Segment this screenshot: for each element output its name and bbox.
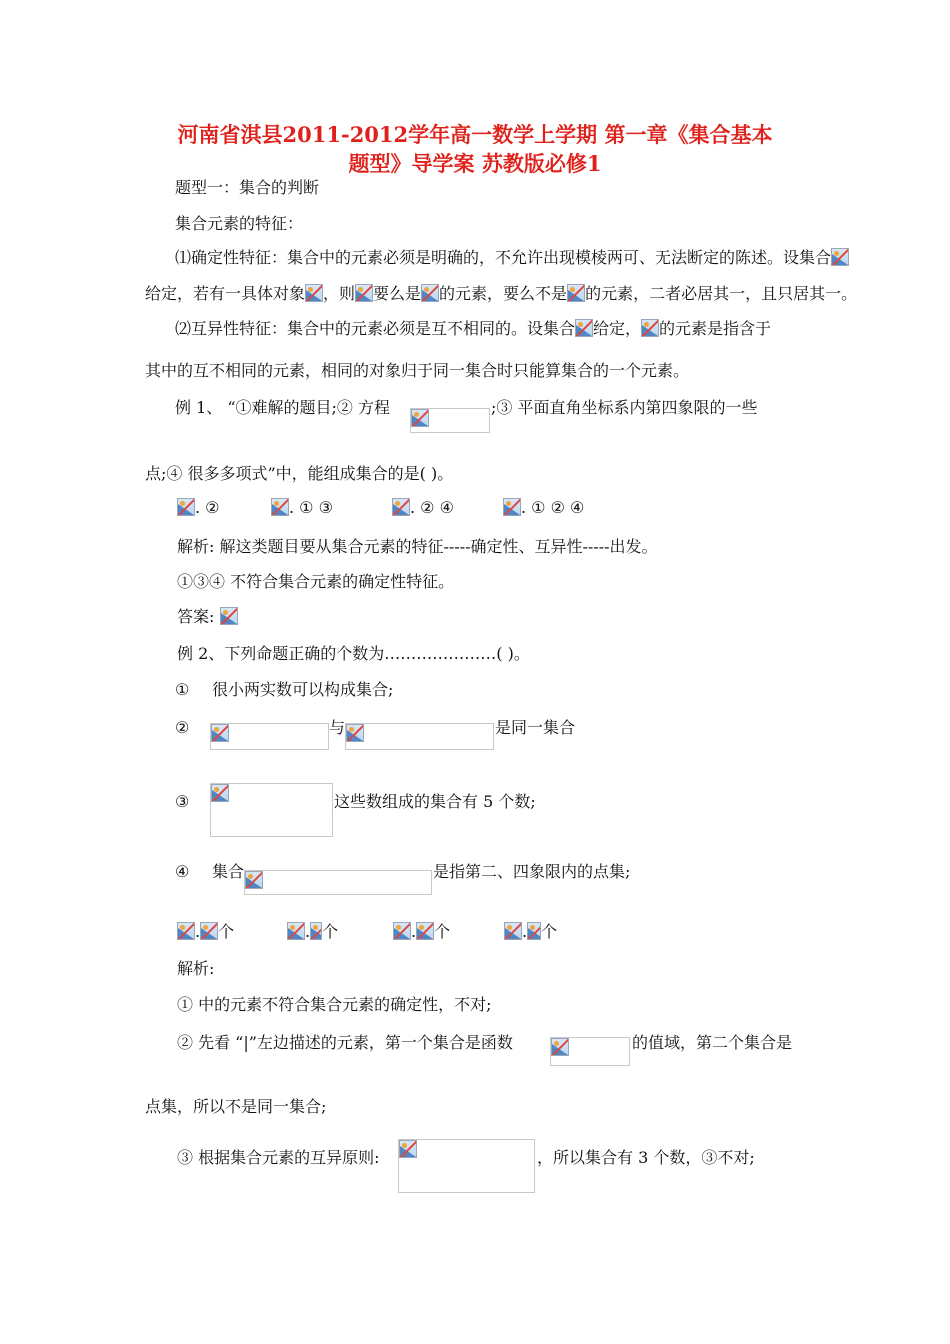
option-letter-icon xyxy=(271,498,289,516)
text: 的元素，二者必居其一，且只居其一。 xyxy=(585,284,858,303)
example2-question: 例 2、下列命题正确的个数为…………………( )。 xyxy=(177,644,530,663)
example1-text-a: 例 1、 “①难解的题目;② 方程 xyxy=(175,398,391,417)
example2-analysis: 解析: xyxy=(177,959,215,978)
example2-reason2-b: 的值域，第二个集合是 xyxy=(632,1033,793,1052)
option-text: . ② xyxy=(195,498,220,517)
option-letter-icon xyxy=(177,922,195,940)
formula-image-icon xyxy=(355,284,373,302)
formula-box xyxy=(210,783,333,837)
option-unit: 个 xyxy=(434,922,451,941)
example2-option-c xyxy=(393,922,450,942)
formula-image-icon xyxy=(305,284,323,302)
answer-label: 答案: xyxy=(177,607,215,626)
option-dot: . xyxy=(195,922,201,941)
option-unit: 个 xyxy=(541,922,558,941)
formula-box xyxy=(398,1139,535,1193)
example1-option-d xyxy=(503,498,584,518)
option-unit: 个 xyxy=(322,922,339,941)
formula-image-icon xyxy=(346,724,364,742)
option-letter-icon xyxy=(392,498,410,516)
example1-option-c xyxy=(392,498,454,518)
formula-box xyxy=(345,723,494,750)
formula-image-icon xyxy=(831,248,849,266)
doc-title-line2: 题型》导学案 苏教版必修1 xyxy=(348,151,602,176)
item1-text: 很小两实数可以构成集合; xyxy=(212,680,394,699)
paragraph-certainty-cont xyxy=(145,284,857,304)
text: ⑵互异性特征：集合中的元素必须是互不相同的。设集合 xyxy=(175,319,576,338)
paragraph-features: 集合元素的特征： xyxy=(175,214,304,233)
example1-text-c: 点;④ 很多多项式”中，能组成集合的是( )。 xyxy=(145,464,454,483)
example2-option-b xyxy=(287,922,338,942)
example2-reason2-a: ② 先看 “|”左边描述的元素，第一个集合是函数 xyxy=(177,1033,513,1052)
formula-image-icon xyxy=(399,1140,417,1158)
example2-option-d xyxy=(504,922,557,942)
formula-image-icon xyxy=(641,319,659,337)
text: 要么是 xyxy=(373,284,422,303)
formula-image-icon xyxy=(551,1038,569,1056)
item3-number: ③ xyxy=(175,792,190,811)
option-letter-icon xyxy=(504,922,522,940)
option-dot: . xyxy=(305,922,311,941)
example1-analysis: 解析: 解这类题目要从集合元素的特征-----确定性、互异性-----出发。 xyxy=(177,537,658,556)
option-letter-icon xyxy=(287,922,305,940)
example1-reason: ①③④ 不符合集合元素的确定性特征。 xyxy=(177,572,455,591)
text: 给定， xyxy=(593,319,642,338)
option-number-icon xyxy=(527,922,541,940)
formula-image-icon xyxy=(567,284,585,302)
example1-answer xyxy=(177,607,238,627)
formula-box xyxy=(410,408,490,433)
item1-number: ① xyxy=(175,680,190,699)
option-text: . ① ② ④ xyxy=(521,498,585,517)
example2-option-a xyxy=(177,922,234,942)
formula-image-icon xyxy=(211,724,229,742)
option-text: . ② ④ xyxy=(410,498,454,517)
item2-number: ② xyxy=(175,718,190,737)
example1-text-b: ;③ 平面直角坐标系内第四象限的一些 xyxy=(491,398,758,417)
option-number-icon xyxy=(200,922,218,940)
option-letter-icon xyxy=(177,498,195,516)
option-number-icon xyxy=(416,922,434,940)
text: ⑴确定性特征：集合中的元素必须是明确的，不允许出现模棱两可、无法断定的陈述。设集合 xyxy=(175,248,832,267)
item3-end: 这些数组成的集合有 5 个数; xyxy=(334,792,536,811)
option-dot: . xyxy=(522,922,528,941)
formula-box xyxy=(210,723,329,750)
text: ，则 xyxy=(323,284,356,303)
formula-image-icon xyxy=(411,409,429,427)
text: 的元素，要么不是 xyxy=(439,284,568,303)
formula-box xyxy=(550,1037,630,1066)
example2-reason2-c: 点集，所以不是同一集合; xyxy=(145,1097,327,1116)
paragraph-certainty xyxy=(175,248,849,268)
option-unit: 个 xyxy=(218,922,235,941)
formula-image-icon xyxy=(211,784,229,802)
paragraph-distinct xyxy=(175,319,771,339)
option-text: . ① ③ xyxy=(289,498,333,517)
paragraph-distinct-cont: 其中的互不相同的元素，相同的对象归于同一集合时只能算集合的一个元素。 xyxy=(145,361,690,380)
example2-reason3-b: ，所以集合有 3 个数，③不对; xyxy=(537,1148,755,1167)
option-dot: . xyxy=(411,922,417,941)
example1-option-b xyxy=(271,498,333,518)
item2-end: 是同一集合 xyxy=(495,718,576,737)
option-number-icon xyxy=(310,922,322,940)
example2-reason3-a: ③ 根据集合元素的互异原则: xyxy=(177,1148,380,1167)
example1-option-a xyxy=(177,498,220,518)
text: 的元素是指含于 xyxy=(659,319,772,338)
doc-title-line1: 河南省淇县2011-2012学年高一数学上学期 第一章《集合基本 xyxy=(177,122,773,147)
formula-box xyxy=(244,870,432,895)
section-heading: 题型一：集合的判断 xyxy=(175,178,320,197)
answer-image-icon xyxy=(220,607,238,625)
option-letter-icon xyxy=(393,922,411,940)
option-letter-icon xyxy=(503,498,521,516)
formula-image-icon xyxy=(421,284,439,302)
item4-end: 是指第二、四象限内的点集; xyxy=(433,862,631,881)
example2-reason1: ① 中的元素不符合集合元素的确定性，不对; xyxy=(177,995,492,1014)
item2-mid: 与 xyxy=(329,718,346,737)
item4-number: ④ xyxy=(175,862,190,881)
item4-text: 集合 xyxy=(212,862,245,881)
formula-image-icon xyxy=(575,319,593,337)
text: 给定，若有一具体对象 xyxy=(145,284,306,303)
formula-image-icon xyxy=(245,871,263,889)
